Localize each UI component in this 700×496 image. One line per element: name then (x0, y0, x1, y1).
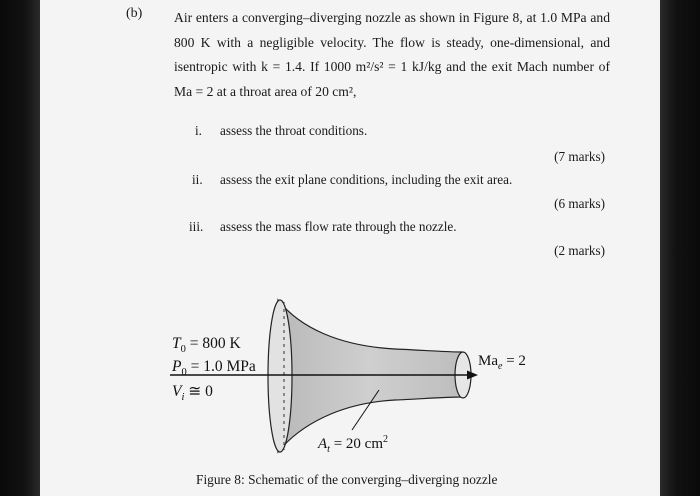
question-line: Ma = 2 at a throat area of 20 cm², (174, 83, 357, 99)
value-2: = 2 (502, 353, 526, 369)
exit-mach-label (478, 353, 526, 372)
subscript-0: 0 (181, 367, 187, 378)
figure-caption: Figure 8: Schematic of the converging–diverging nozzle (196, 472, 498, 487)
subscript-t: t (327, 444, 330, 455)
subquestion-text: assess the throat conditions. (220, 123, 368, 138)
subquestion-marks: (7 marks) (554, 149, 605, 164)
symbol-V: V (172, 383, 182, 400)
superscript-2: 2 (383, 434, 388, 445)
subquestion-text: assess the mass flow rate through the nozzle. (220, 219, 457, 234)
subquestion-marks: (2 marks) (554, 243, 605, 258)
flow-arrowhead (467, 371, 478, 380)
nozzle-inlet-ellipse (268, 300, 292, 452)
symbol-A: A (318, 436, 328, 452)
value-800K: = 800 K (185, 335, 241, 352)
nozzle-body (278, 300, 462, 452)
part-label: (b) (126, 6, 143, 21)
stagnation-temperature-label (172, 335, 241, 355)
subscript-0: 0 (180, 344, 186, 355)
throat-area-label (317, 434, 388, 455)
subquestion-text: assess the exit plane conditions, including the exit area. (220, 172, 513, 187)
symbol-T: T (172, 335, 181, 352)
subquestion-number: ii. (192, 172, 203, 187)
value-approx-zero: ≅ 0 (184, 383, 213, 400)
question-line: isentropic with k = 1.4. If 1000 m²/s² = 1 kJ/kg and the exit Mach number of (174, 59, 610, 74)
inlet-velocity-label (172, 383, 213, 403)
symbol-Ma: Ma (478, 353, 498, 369)
subscript-i: i (181, 392, 185, 403)
subquestion-number: i. (195, 123, 202, 138)
question-line: 800 K with a negligible velocity. The flow is steady, one-dimensional, and (174, 34, 610, 50)
value-1MPa: = 1.0 MPa (186, 358, 256, 375)
subquestion-number: iii. (189, 219, 204, 234)
symbol-P: P (172, 358, 182, 375)
subscript-e: e (498, 361, 503, 372)
subquestion-marks: (6 marks) (554, 196, 605, 211)
question-line: Air enters a converging–diverging nozzle as shown in Figure 8, at 1.0 MPa and (174, 10, 610, 25)
value-20cm: = 20 cm (329, 436, 383, 452)
